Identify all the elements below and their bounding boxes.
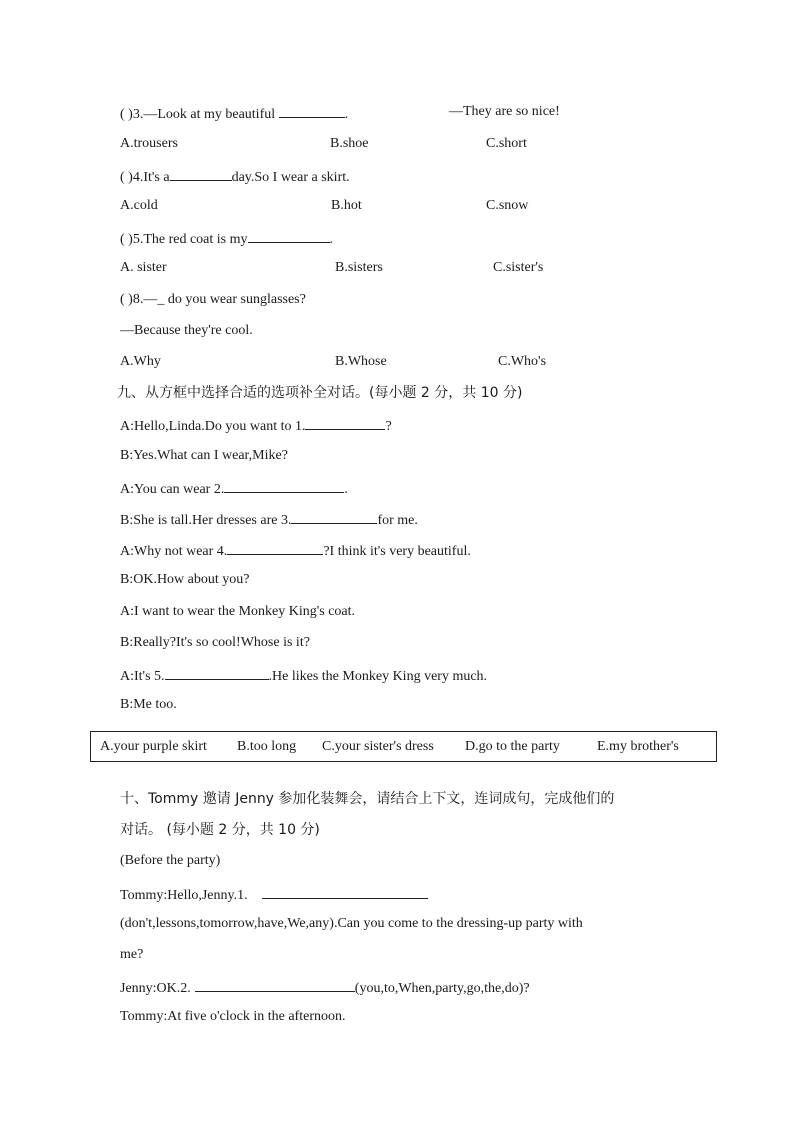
answer-blank-9-1[interactable]: [305, 415, 385, 430]
box-option-c: C.your sister's dress: [322, 739, 434, 754]
section-10-heading: 十、Tommy 邀请 Jenny 参加化装舞会，请结合上下文，连词成句，完成他们的: [120, 791, 615, 807]
question-3-punct: .: [344, 107, 349, 122]
section-9-heading: 九、从方框中选择合适的选项补全对话。(每小题 2 分，共 10 分): [117, 385, 523, 401]
answer-blank-10-1[interactable]: [262, 884, 428, 899]
question-3: [120, 103, 348, 124]
question-3-response: —They are so nice!: [449, 104, 560, 119]
option-5b: B.sisters: [335, 260, 383, 275]
answer-blank-9-3[interactable]: [291, 509, 377, 524]
section-10-line-1: [120, 884, 428, 905]
dialogue-line-10: B:Me too.: [120, 697, 177, 712]
answer-blank-9-2[interactable]: [224, 478, 344, 493]
section-10-line-1-text: Tommy:Hello,Jenny.1.: [120, 888, 248, 903]
dialogue-9-text: A:It's 5.: [120, 669, 165, 684]
box-option-e: E.my brother's: [597, 739, 679, 754]
dialogue-line-8: B:Really?It's so cool!Whose is it?: [120, 635, 310, 650]
option-5a: A. sister: [120, 260, 167, 275]
option-8c: C.Who's: [498, 354, 547, 369]
box-option-a: A.your purple skirt: [100, 739, 207, 754]
answer-blank-10-2[interactable]: [195, 977, 355, 992]
dialogue-4-text: B:She is tall.Her dresses are 3.: [120, 513, 292, 528]
section-10-heading-line2: 对话。 (每小题 2 分，共 10 分): [120, 822, 320, 838]
question-5-punct: .: [329, 232, 334, 247]
dialogue-5-text: A:Why not wear 4.: [120, 544, 228, 559]
dialogue-line-9: [120, 665, 487, 686]
question-5: [120, 228, 333, 249]
option-8a: A.Why: [120, 354, 161, 369]
option-4c: C.snow: [486, 198, 529, 213]
dialogue-1-text: A:Hello,Linda.Do you want to 1.: [120, 419, 306, 434]
question-4-after: day.So I wear a skirt.: [231, 170, 350, 185]
dialogue-3-text: A:You can wear 2.: [120, 482, 225, 497]
section-10-line-2: [120, 977, 530, 998]
answer-blank-9-4[interactable]: [227, 540, 323, 555]
section-10-line-2-words: (you,to,When,party,go,the,do)?: [354, 981, 530, 996]
dialogue-line-2: B:Yes.What can I wear,Mike?: [120, 448, 288, 463]
question-8: ( )8.—_ do you wear sunglasses?: [120, 292, 306, 307]
option-3a: A.trousers: [120, 136, 178, 151]
option-box: [90, 731, 717, 762]
answer-blank-9-5[interactable]: [165, 665, 269, 680]
question-8-line2: —Because they're cool.: [120, 323, 253, 338]
answer-blank-3[interactable]: [279, 103, 345, 118]
section-10-context: (Before the party): [120, 853, 221, 868]
answer-blank-4[interactable]: [170, 166, 232, 181]
section-10-line-3: Tommy:At five o'clock in the afternoon.: [120, 1009, 346, 1024]
option-3c: C.short: [486, 136, 527, 151]
dialogue-line-6: B:OK.How about you?: [120, 572, 250, 587]
section-10-line-1-end: me?: [120, 947, 144, 962]
box-option-b: B.too long: [237, 739, 297, 754]
answer-blank-5[interactable]: [248, 228, 330, 243]
question-4: [120, 166, 350, 187]
dialogue-3-after: .: [344, 482, 348, 497]
question-4-prefix: ( )4.It's a: [120, 170, 170, 185]
box-option-d: D.go to the party: [465, 739, 560, 754]
dialogue-line-3: [120, 478, 348, 499]
option-3b: B.shoe: [330, 136, 369, 151]
dialogue-line-4: [120, 509, 418, 530]
dialogue-5-after: ?I think it's very beautiful.: [323, 544, 471, 559]
section-10-words-1: (don't,lessons,tomorrow,have,We,any).Can you come to the dressing-up party with: [120, 916, 583, 931]
dialogue-line-5: [120, 540, 471, 561]
option-5c: C.sister's: [493, 260, 544, 275]
question-5-prefix: ( )5.The red coat is my: [120, 232, 248, 247]
dialogue-4-after: for me.: [377, 513, 418, 528]
dialogue-line-7: A:I want to wear the Monkey King's coat.: [120, 604, 356, 619]
dialogue-1-after: ?: [385, 419, 392, 434]
section-10-line-2-text: Jenny:OK.2.: [120, 981, 191, 996]
option-8b: B.Whose: [335, 354, 387, 369]
question-3-prefix: ( )3.—Look at my beautiful: [120, 107, 279, 122]
option-4a: A.cold: [120, 198, 158, 213]
dialogue-9-after: .He likes the Monkey King very much.: [268, 669, 488, 684]
option-4b: B.hot: [331, 198, 362, 213]
dialogue-line-1: [120, 415, 392, 436]
